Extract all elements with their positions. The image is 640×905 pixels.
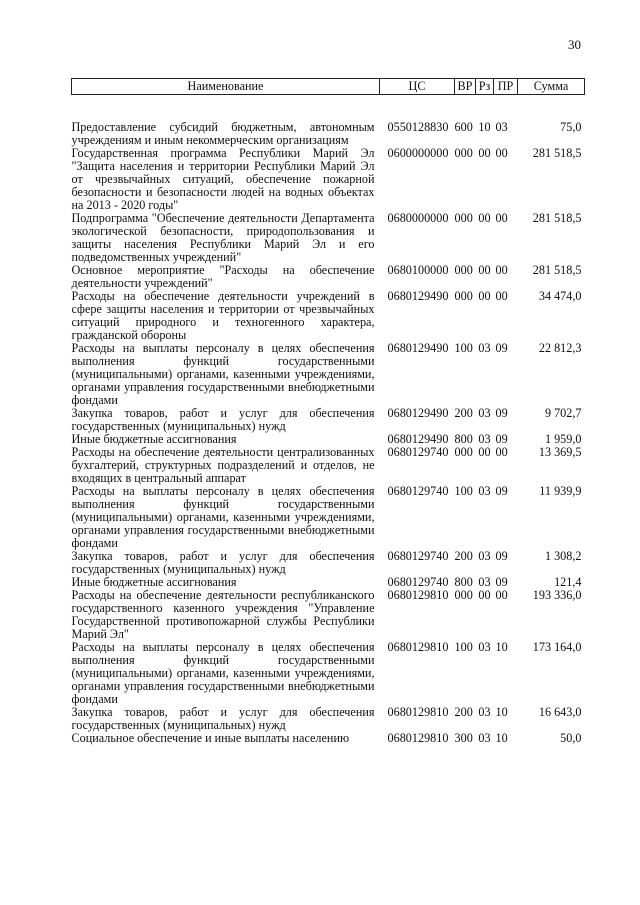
row-pr: 00 bbox=[495, 445, 508, 459]
row-sum: 22 812,3 bbox=[538, 341, 582, 355]
row-vr: 200 bbox=[454, 705, 473, 719]
table-row bbox=[72, 706, 585, 732]
row-cs: 0680129810 bbox=[387, 731, 449, 745]
table-row bbox=[72, 641, 585, 706]
row-sum: 11 939,9 bbox=[539, 484, 582, 498]
table-row bbox=[72, 550, 585, 576]
row-rz: 03 bbox=[478, 406, 491, 420]
table-row bbox=[72, 147, 585, 212]
row-cs: 0680129490 bbox=[387, 432, 449, 446]
budget-table bbox=[71, 78, 585, 745]
row-name: Основное мероприятие "Расходы на обеспечение деятельности учреждений" bbox=[71, 263, 375, 290]
table-body bbox=[72, 95, 585, 746]
row-sum: 50,0 bbox=[560, 731, 582, 745]
table-header-row bbox=[72, 79, 585, 95]
row-rz: 00 bbox=[478, 445, 491, 459]
row-rz: 03 bbox=[478, 575, 491, 589]
row-vr: 100 bbox=[454, 640, 473, 654]
table-row bbox=[72, 290, 585, 342]
row-pr: 09 bbox=[495, 432, 508, 446]
row-name: Расходы на обеспечение деятельности республиканского государственного казенного учреждения "Управление Государственной противопожарной службы Республики Марий Эл" bbox=[71, 588, 375, 641]
row-vr: 100 bbox=[454, 341, 473, 355]
row-cs: 0680129490 bbox=[387, 289, 449, 303]
row-pr: 09 bbox=[495, 484, 508, 498]
row-name: Закупка товаров, работ и услуг для обеспечения государственных (муниципальных) нужд bbox=[71, 549, 375, 576]
row-cs: 0680129810 bbox=[387, 640, 449, 654]
row-name: Закупка товаров, работ и услуг для обеспечения государственных (муниципальных) нужд bbox=[71, 705, 375, 732]
row-pr: 00 bbox=[495, 211, 508, 225]
table-row bbox=[72, 342, 585, 407]
row-vr: 000 bbox=[454, 445, 473, 459]
row-rz: 03 bbox=[478, 432, 491, 446]
row-cs: 0550128830 bbox=[387, 120, 449, 134]
row-cs: 0680129740 bbox=[387, 445, 449, 459]
row-sum: 75,0 bbox=[560, 120, 582, 134]
row-rz: 00 bbox=[478, 263, 491, 277]
column-header-vr: ВР bbox=[455, 79, 476, 95]
row-cs: 0600000000 bbox=[387, 146, 449, 160]
row-pr: 10 bbox=[495, 640, 508, 654]
table-row bbox=[72, 732, 585, 745]
row-sum: 13 369,5 bbox=[538, 445, 582, 459]
row-sum: 9 702,7 bbox=[544, 406, 582, 420]
row-cs: 0680129490 bbox=[387, 406, 449, 420]
row-vr: 000 bbox=[454, 588, 473, 602]
row-pr: 09 bbox=[495, 406, 508, 420]
row-name: Расходы на обеспечение деятельности централизованных бухгалтерий, структурных подразделений и отделов, не входящих в центральный аппарат bbox=[71, 445, 375, 485]
row-rz: 00 bbox=[478, 146, 491, 160]
row-vr: 800 bbox=[454, 432, 473, 446]
row-vr: 100 bbox=[454, 484, 473, 498]
row-rz: 10 bbox=[478, 120, 491, 134]
row-sum: 281 518,5 bbox=[532, 211, 582, 225]
page-number: 30 bbox=[568, 37, 581, 52]
row-name: Расходы на выплаты персоналу в целях обеспечения выполнения функций государственными (муниципальными) органами, казенными учреждениями, органами управления государственными внебюджетными фондами bbox=[71, 484, 375, 550]
row-pr: 09 bbox=[495, 549, 508, 563]
table-row bbox=[72, 485, 585, 550]
row-pr: 00 bbox=[495, 263, 508, 277]
row-rz: 00 bbox=[478, 211, 491, 225]
column-header-rz: Рз bbox=[476, 79, 494, 95]
row-name: Социальное обеспечение и иные выплаты населению bbox=[71, 731, 350, 745]
column-header-pr: ПР bbox=[494, 79, 518, 95]
row-sum: 16 643,0 bbox=[538, 705, 582, 719]
row-vr: 200 bbox=[454, 406, 473, 420]
row-vr: 800 bbox=[454, 575, 473, 589]
row-vr: 200 bbox=[454, 549, 473, 563]
column-header-name: Наименование bbox=[72, 79, 380, 95]
row-cs: 0680129740 bbox=[387, 575, 449, 589]
row-vr: 300 bbox=[454, 731, 473, 745]
row-pr: 10 bbox=[495, 705, 508, 719]
row-vr: 000 bbox=[454, 146, 473, 160]
row-vr: 600 bbox=[454, 120, 473, 134]
row-rz: 03 bbox=[478, 341, 491, 355]
row-vr: 000 bbox=[454, 289, 473, 303]
row-cs: 0680100000 bbox=[387, 263, 449, 277]
row-sum: 121,4 bbox=[554, 575, 582, 589]
row-sum: 34 474,0 bbox=[538, 289, 582, 303]
row-cs: 0680129740 bbox=[387, 549, 449, 563]
row-cs: 0680129810 bbox=[387, 705, 449, 719]
table-row bbox=[72, 212, 585, 264]
row-sum: 173 164,0 bbox=[532, 640, 582, 654]
row-sum: 193 336,0 bbox=[532, 588, 582, 602]
table-row bbox=[72, 446, 585, 485]
row-rz: 00 bbox=[478, 289, 491, 303]
row-name: Расходы на обеспечение деятельности учреждений в сфере защиты населения и территории от чрезвычайных ситуаций природного и техногенного характера, гражданской обороны bbox=[71, 289, 375, 342]
row-sum: 281 518,5 bbox=[532, 146, 582, 160]
row-pr: 10 bbox=[495, 731, 508, 745]
table-row bbox=[72, 264, 585, 290]
row-name: Иные бюджетные ассигнования bbox=[71, 575, 237, 589]
row-name: Расходы на выплаты персоналу в целях обеспечения выполнения функций государственными (муниципальными) органами, казенными учреждениями, органами управления государственными внебюджетными фондами bbox=[71, 640, 375, 706]
row-pr: 09 bbox=[495, 341, 508, 355]
row-rz: 03 bbox=[478, 640, 491, 654]
row-cs: 0680129810 bbox=[387, 588, 449, 602]
row-cs: 0680129740 bbox=[387, 484, 449, 498]
row-rz: 03 bbox=[478, 549, 491, 563]
row-name: Расходы на выплаты персоналу в целях обеспечения выполнения функций государственными (муниципальными) органами, казенными учреждениями, органами управления государственными внебюджетными фондами bbox=[71, 341, 375, 407]
row-vr: 000 bbox=[454, 211, 473, 225]
row-vr: 000 bbox=[454, 263, 473, 277]
row-name: Подпрограмма "Обеспечение деятельности Департамента экологической безопасности, природопользования и защиты населения Республики Марий Эл и его подведомственных учреждений" bbox=[71, 211, 375, 264]
row-name: Иные бюджетные ассигнования bbox=[71, 432, 237, 446]
row-rz: 00 bbox=[478, 588, 491, 602]
row-name: Закупка товаров, работ и услуг для обеспечения государственных (муниципальных) нужд bbox=[71, 406, 375, 433]
row-name: Государственная программа Республики Марий Эл "Защита населения и территории Республики Марий Эл от чрезвычайных ситуаций, обеспечение пожарной безопасности и безопасности людей на водных объектах на 2013 - 2020 годы" bbox=[71, 146, 375, 212]
row-pr: 00 bbox=[495, 588, 508, 602]
table-row bbox=[72, 95, 585, 148]
row-pr: 09 bbox=[495, 575, 508, 589]
column-header-cs: ЦС bbox=[380, 79, 455, 95]
row-pr: 00 bbox=[495, 146, 508, 160]
row-name: Предоставление субсидий бюджетным, автономным учреждениям и иным некоммерческим организациям bbox=[71, 120, 375, 147]
row-cs: 0680129490 bbox=[387, 341, 449, 355]
row-cs: 0680000000 bbox=[387, 211, 449, 225]
row-pr: 00 bbox=[495, 289, 508, 303]
table-row bbox=[72, 589, 585, 641]
row-sum: 1 959,0 bbox=[544, 432, 582, 446]
row-sum: 1 308,2 bbox=[544, 549, 582, 563]
row-rz: 03 bbox=[478, 484, 491, 498]
column-header-sum: Сумма bbox=[518, 79, 585, 95]
row-sum: 281 518,5 bbox=[532, 263, 582, 277]
row-rz: 03 bbox=[478, 731, 491, 745]
row-rz: 03 bbox=[478, 705, 491, 719]
row-pr: 03 bbox=[495, 120, 508, 134]
table-row bbox=[72, 407, 585, 433]
